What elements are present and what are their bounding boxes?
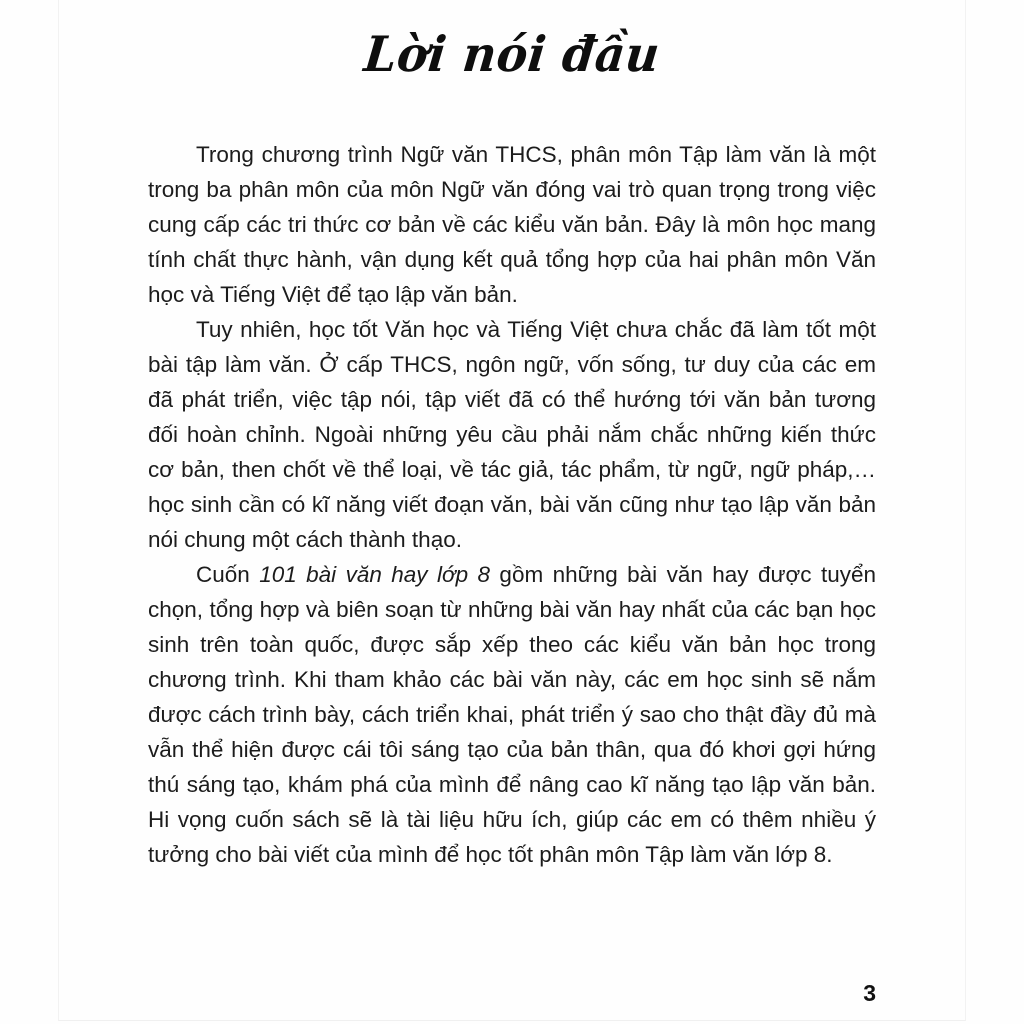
paragraph-1: [148, 137, 876, 312]
paragraph-3-prefix: Cuốn: [196, 562, 260, 587]
paragraph-3-suffix: gồm những bài văn hay được tuyển chọn, tổng hợp và biên soạn từ những bài văn hay nhất của các bạn học sinh trên toàn quốc, được sắp xếp theo các kiểu văn bản học trong chương trình. Khi tham khảo các bài văn này, các em học sinh sẽ nắm được cách trình bày, cách triển khai, phát triển ý sao cho thật đầy đủ mà vẫn thể hiện được cái tôi sáng tạo của bản thân, qua đó khơi gợi hứng thú sáng tạo, khám phá của mình để nâng cao kĩ năng tạo lập văn bản. Hi vọng cuốn sách sẽ là tài liệu hữu ích, giúp các em có thêm nhiều ý tưởng cho bài viết của mình để học tốt phân môn Tập làm văn lớp 8.: [148, 562, 876, 867]
book-title-italic: 101 bài văn hay lớp 8: [259, 562, 491, 587]
paragraph-3: [148, 557, 876, 872]
paragraph-2: [148, 312, 876, 557]
paragraph-1-text: Trong chương trình Ngữ văn THCS, phân môn Tập làm văn là một trong ba phân môn của môn Ngữ văn đóng vai trò quan trọng trong việc cung cấp các tri thức cơ bản về các kiểu văn bản. Đây là môn học mang tính chất thực hành, vận dụng kết quả tổng hợp của hai phân môn Văn học và Tiếng Việt để tạo lập văn bản.: [148, 142, 876, 307]
page-number: 3: [863, 980, 876, 1006]
page-title-text: Lời nói đầu: [361, 25, 663, 83]
paragraph-2-text: Tuy nhiên, học tốt Văn học và Tiếng Việt chưa chắc đã làm tốt một bài tập làm văn. Ở cấp THCS, ngôn ngữ, vốn sống, tư duy của các em đã phát triển, việc tập nói, tập viết đã có thể hướng tới văn bản tương đối hoàn chỉnh. Ngoài những yêu cầu phải nắm chắc những kiến thức cơ bản, then chốt về thể loại, về tác giả, tác phẩm, từ ngữ, ngữ pháp,… học sinh cần có kĩ năng viết đoạn văn, bài văn cũng như tạo lập văn bản nói chung một cách thành thạo.: [148, 317, 876, 552]
preface-body: [148, 137, 876, 872]
page-title: [0, 26, 1024, 84]
